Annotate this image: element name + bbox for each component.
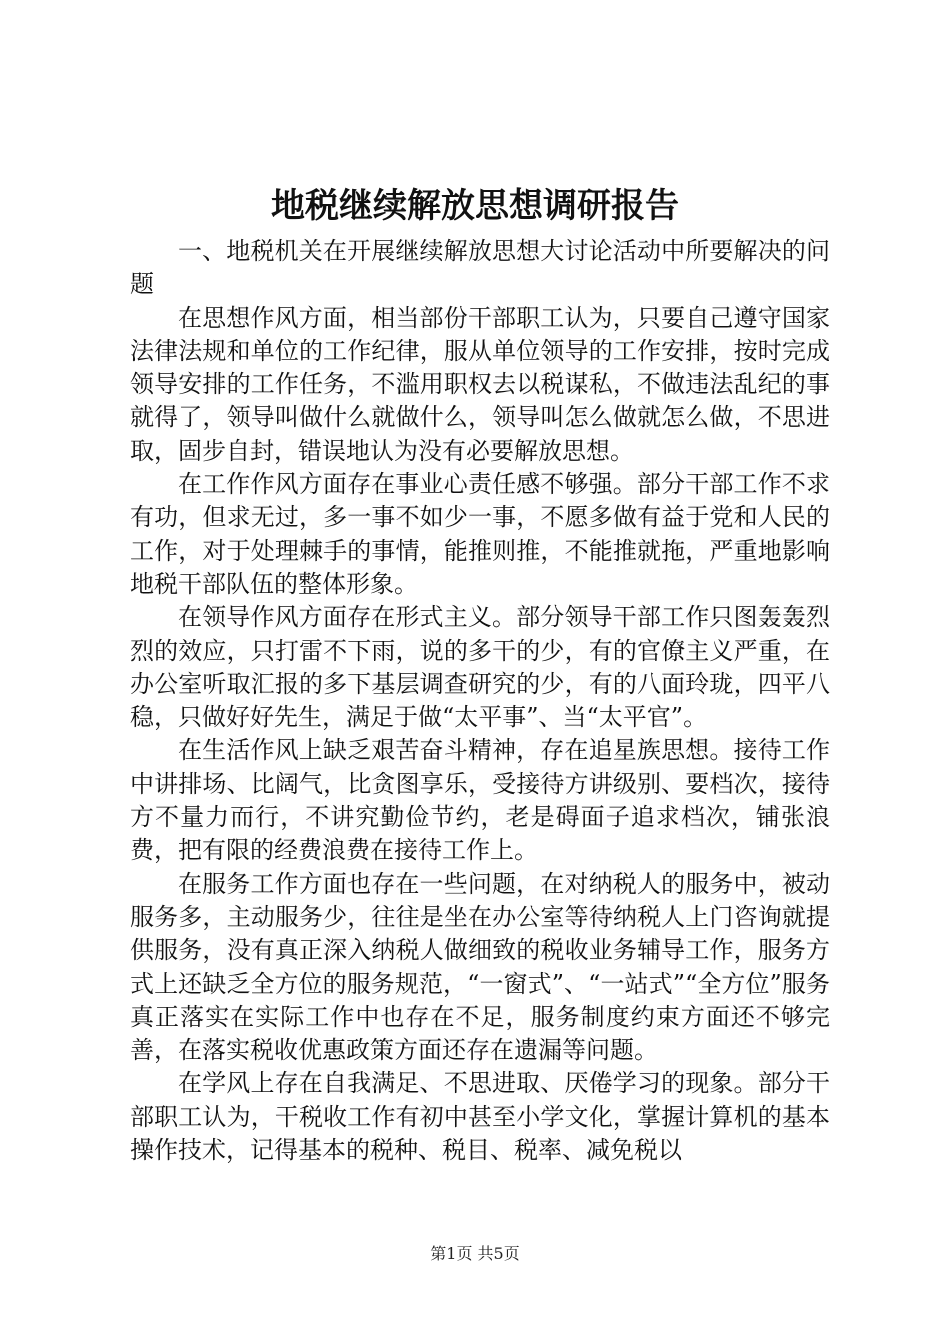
paragraph-thought-style: 在思想作风方面，相当部份干部职工认为，只要自己遵守国家法律法规和单位的工作纪律，服从单位领导的工作安排，按时完成领导安排的工作任务，不滥用职权去以税谋私，不做违法乱纪的事就得了，领导叫做什么就做什么，领导叫怎么做就怎么做，不思进取，固步自封，错误地认为没有必要解放思想。 [130, 303, 830, 465]
paragraph-study-style: 在学风上存在自我满足、不思进取、厌倦学习的现象。部分干部职工认为，干税收工作有初中甚至小学文化，掌握计算机的基本操作技术，记得基本的税种、税目、税率、减免税以 [130, 1069, 830, 1165]
document-title: 地税继续解放思想调研报告 [271, 186, 679, 226]
document-body [130, 235, 830, 1167]
section-heading: 一、地税机关在开展继续解放思想大讨论活动中所要解决的问题 [130, 237, 830, 299]
paragraph-service-work: 在服务工作方面也存在一些问题，在对纳税人的服务中，被动服务多，主动服务少，往往是坐在办公室等待纳税人上门咨询就提供服务，没有真正深入纳税人做细致的税收业务辅导工作，服务方式上还缺乏全方位的服务规范，“一窗式”、“一站式”“全方位”服务真正落实在实际工作中也存在不足，服务制度约束方面还不够完善，在落实税收优惠政策方面还存在遗漏等问题。 [130, 869, 830, 1065]
paragraph-work-style: 在工作作风方面存在事业心责任感不够强。部分干部工作不求有功，但求无过，多一事不如少一事，不愿多做有益于党和人民的工作，对于处理棘手的事情，能推则推，不能推就拖，严重地影响地税干部队伍的整体形象。 [130, 470, 830, 598]
paragraph-life-style: 在生活作风上缺乏艰苦奋斗精神，存在追星族思想。接待工作中讲排场、比阔气，比贪图享乐，受接待方讲级别、要档次，接待方不量力而行，不讲究勤俭节约，老是碍面子追求档次，铺张浪费，把有限的经费浪费在接待工作上。 [130, 736, 830, 865]
paragraph-leadership-style: 在领导作风方面存在形式主义。部分领导干部工作只图轰轰烈烈的效应，只打雷不下雨，说的多干的少，有的官僚主义严重，在办公室听取汇报的多下基层调查研究的少，有的八面玲珑，四平八稳，只做好好先生，满足于做“太平事”、当“太平官”。 [130, 603, 830, 732]
page-footer: 第1页 共5页 [430, 1244, 520, 1263]
